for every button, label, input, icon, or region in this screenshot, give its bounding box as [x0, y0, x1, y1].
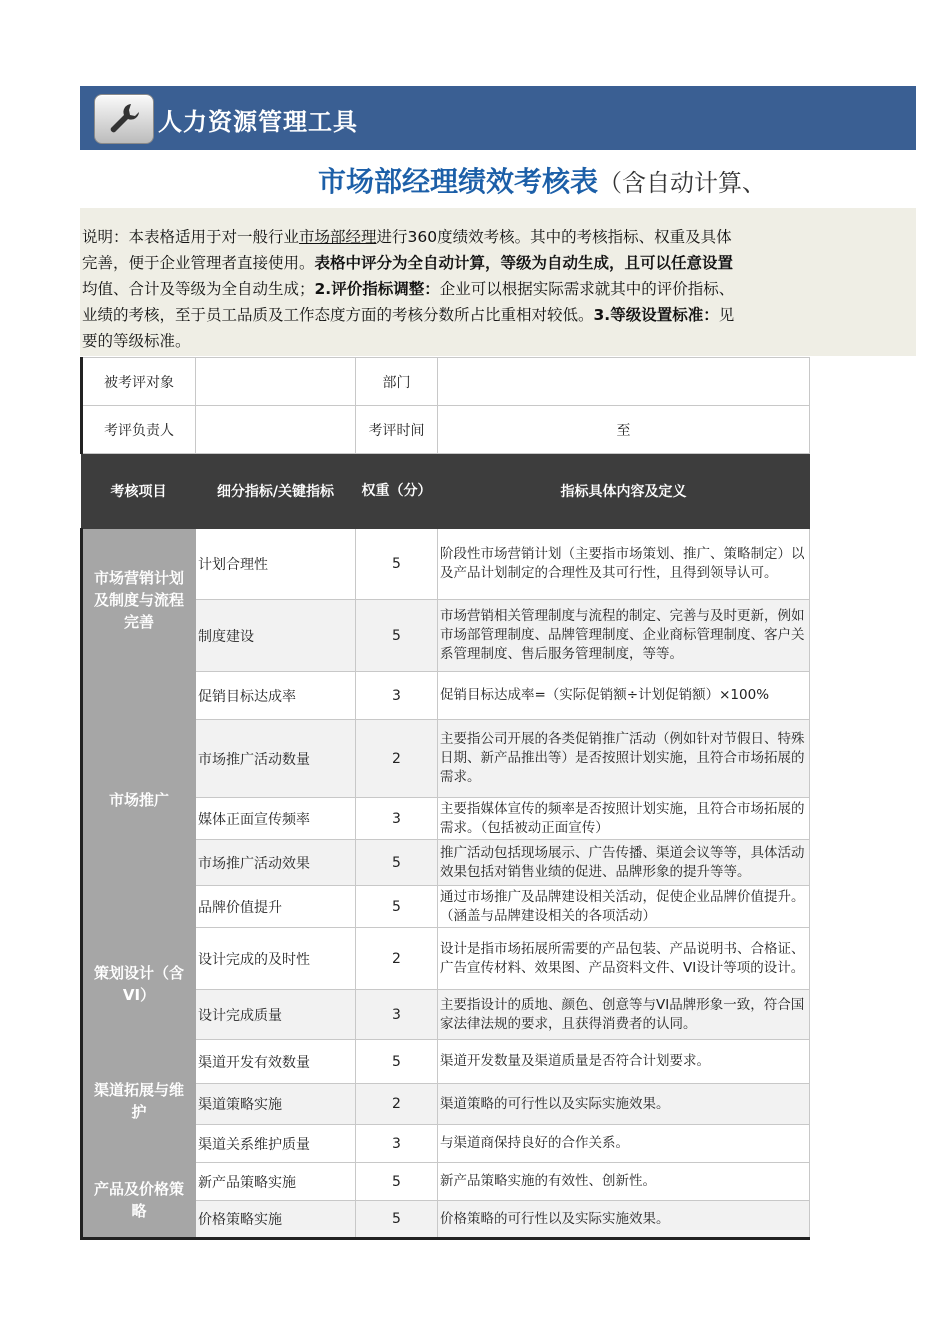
category-cell: 渠道拓展与维护 — [82, 1040, 196, 1163]
indicator-cell: 渠道开发有效数量 — [196, 1040, 356, 1084]
table-row — [82, 928, 810, 990]
desc-part: 说明：本表格适用于对一般行业 — [82, 228, 300, 246]
title-sub: （含自动计算、 — [598, 169, 767, 197]
definition-cell: 促销目标达成率=（实际促销额÷计划促销额）×100% — [438, 672, 810, 720]
indicator-cell: 设计完成质量 — [196, 990, 356, 1040]
indicator-cell: 设计完成的及时性 — [196, 928, 356, 990]
header-item: 考核项目 — [82, 454, 196, 529]
banner-title: 人力资源管理工具 — [158, 108, 358, 136]
dept-label: 部门 — [356, 358, 438, 406]
weight-cell: 5 — [356, 1040, 438, 1084]
header-indicator: 细分指标/关键指标 — [196, 454, 356, 529]
info-row — [82, 406, 810, 454]
indicator-cell: 渠道策略实施 — [196, 1084, 356, 1125]
desc-link: 市场部经理 — [299, 228, 377, 246]
desc-part: 进行360度绩效考核。其中的考核指标、权重及具体 — [376, 228, 732, 246]
weight-cell: 5 — [356, 1201, 438, 1239]
weight-cell: 3 — [356, 990, 438, 1040]
appraisal-table — [80, 357, 810, 1240]
definition-cell: 渠道开发数量及渠道质量是否符合计划要求。 — [438, 1040, 810, 1084]
desc-part: 企业可以根据实际需求就其中的评价指标、 — [439, 280, 735, 298]
indicator-cell: 价格策略实施 — [196, 1201, 356, 1239]
table-row — [82, 1040, 810, 1084]
header-banner — [80, 86, 916, 150]
dept-field[interactable] — [438, 358, 810, 406]
desc-part: 见 — [718, 306, 735, 324]
weight-cell: 3 — [356, 798, 438, 840]
definition-cell: 价格策略的可行性以及实际实施效果。 — [438, 1201, 810, 1239]
weight-cell: 5 — [356, 886, 438, 928]
description-text — [82, 224, 808, 354]
category-cell: 产品及价格策略 — [82, 1163, 196, 1239]
subject-label: 被考评对象 — [82, 358, 196, 406]
indicator-cell: 制度建设 — [196, 600, 356, 672]
definition-cell: 渠道策略的可行性以及实际实施效果。 — [438, 1084, 810, 1125]
definition-cell: 通过市场推广及品牌建设相关活动，促使企业品牌价值提升。（涵盖与品牌建设相关的各项活动） — [438, 886, 810, 928]
definition-cell: 市场营销相关管理制度与流程的制定、完善与及时更新，例如市场部管理制度、品牌管理制度、企业商标管理制度、客户关系管理制度、售后服务管理制度，等等。 — [438, 600, 810, 672]
indicator-cell: 市场推广活动数量 — [196, 720, 356, 798]
weight-cell: 5 — [356, 529, 438, 600]
definition-cell: 阶段性市场营销计划（主要指市场策划、推广、策略制定）以及产品计划制定的合理性及其可行性，且得到领导认可。 — [438, 529, 810, 600]
table-header — [82, 454, 810, 529]
indicator-cell: 品牌价值提升 — [196, 886, 356, 928]
page-title — [318, 160, 766, 200]
desc-part: 完善，便于企业管理者直接使用。 — [82, 254, 315, 272]
weight-cell: 3 — [356, 672, 438, 720]
desc-bold: 2.评价指标调整： — [314, 280, 440, 298]
description-panel — [80, 208, 916, 356]
weight-cell: 2 — [356, 1084, 438, 1125]
indicator-cell: 渠道关系维护质量 — [196, 1125, 356, 1163]
subject-field[interactable] — [196, 358, 356, 406]
weight-cell: 5 — [356, 1163, 438, 1201]
definition-cell: 设计是指市场拓展所需要的产品包装、产品说明书、合格证、广告宣传材料、效果图、产品资料文件、VI设计等项的设计。 — [438, 928, 810, 990]
category-cell: 策划设计（含VI） — [82, 928, 196, 1040]
weight-cell: 5 — [356, 840, 438, 886]
owner-field[interactable] — [196, 406, 356, 454]
weight-cell: 5 — [356, 600, 438, 672]
weight-cell: 2 — [356, 720, 438, 798]
time-label: 考评时间 — [356, 406, 438, 454]
definition-cell: 与渠道商保持良好的合作关系。 — [438, 1125, 810, 1163]
definition-cell: 主要指设计的质地、颜色、创意等与VI品牌形象一致，符合国家法律法规的要求，且获得消费者的认同。 — [438, 990, 810, 1040]
definition-cell: 新产品策略实施的有效性、创新性。 — [438, 1163, 810, 1201]
definition-cell: 推广活动包括现场展示、广告传播、渠道会议等等，具体活动效果包括对销售业绩的促进、品牌形象的提升等等。 — [438, 840, 810, 886]
indicator-cell: 媒体正面宣传频率 — [196, 798, 356, 840]
title-main: 市场部经理绩效考核表 — [318, 165, 599, 198]
weight-cell: 2 — [356, 928, 438, 990]
indicator-cell: 市场推广活动效果 — [196, 840, 356, 886]
header-weight: 权重（分） — [356, 454, 438, 529]
table-row — [82, 529, 810, 600]
owner-label: 考评负责人 — [82, 406, 196, 454]
table-row — [82, 672, 810, 720]
category-cell: 市场推广 — [82, 672, 196, 928]
table-row — [82, 1163, 810, 1201]
indicator-cell: 计划合理性 — [196, 529, 356, 600]
category-cell: 市场营销计划及制度与流程完善 — [82, 529, 196, 672]
wrench-icon — [94, 94, 154, 144]
desc-bold: 表格中评分为全自动计算，等级为自动生成，且可以任意设置 — [314, 254, 734, 272]
desc-part: 均值、合计及等级为全自动生成； — [82, 280, 315, 298]
info-row — [82, 358, 810, 406]
weight-cell: 3 — [356, 1125, 438, 1163]
indicator-cell: 促销目标达成率 — [196, 672, 356, 720]
definition-cell: 主要指媒体宣传的频率是否按照计划实施，且符合市场拓展的需求。（包括被动正面宣传） — [438, 798, 810, 840]
desc-bold: 3.等级设置标准： — [593, 306, 719, 324]
header-definition: 指标具体内容及定义 — [438, 454, 810, 529]
desc-part: 要的等级标准。 — [82, 332, 191, 350]
definition-cell: 主要指公司开展的各类促销推广活动（例如针对节假日、特殊日期、新产品推出等）是否按照计划实施，且符合市场拓展的需求。 — [438, 720, 810, 798]
desc-part: 业绩的考核，至于员工品质及工作态度方面的考核分数所占比重相对较低。 — [82, 306, 594, 324]
indicator-cell: 新产品策略实施 — [196, 1163, 356, 1201]
time-field[interactable]: 至 — [438, 406, 810, 454]
